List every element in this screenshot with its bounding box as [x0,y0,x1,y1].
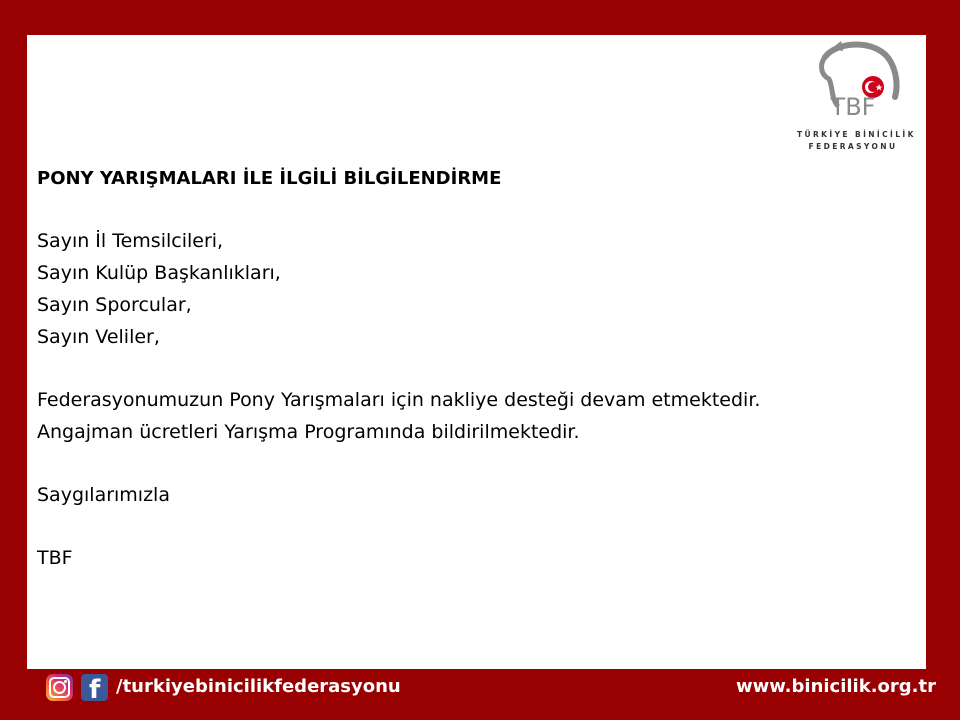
salutation-line: Sayın Veliler, [37,325,160,348]
body-line: Angajman ücretleri Yarışma Programında bildirilmektedir. [37,420,580,443]
salutation-line: Sayın İl Temsilcileri, [37,230,224,253]
logo-text-line2: FEDERASYONU [808,142,898,151]
signature-line: TBF [37,547,73,570]
instagram-icon[interactable] [46,674,73,701]
document-slide [27,35,926,669]
document-body [37,163,907,575]
logo-initials: TBF [830,93,876,121]
federation-logo [797,35,916,160]
body-line: Federasyonumuzun Pony Yarışmaları için nakliye desteği devam etmektedir. [37,388,761,411]
salutation-line: Sayın Sporcular, [37,293,192,316]
social-handle-link[interactable]: /turkiyebinicilikfederasyonu [116,676,401,697]
horse-head-logo-icon [797,35,909,130]
document-title: PONY YARIŞMALARI İLE İLGİLİ BİLGİLENDİRME [37,168,502,189]
closing-line: Saygılarımızla [37,483,170,506]
facebook-icon[interactable]: f [81,674,108,701]
website-link[interactable]: www.binicilik.org.tr [735,676,936,697]
salutation-line: Sayın Kulüp Başkanlıkları, [37,262,281,285]
logo-text-line1: TÜRKİYE BİNİCİLİK [797,130,916,139]
